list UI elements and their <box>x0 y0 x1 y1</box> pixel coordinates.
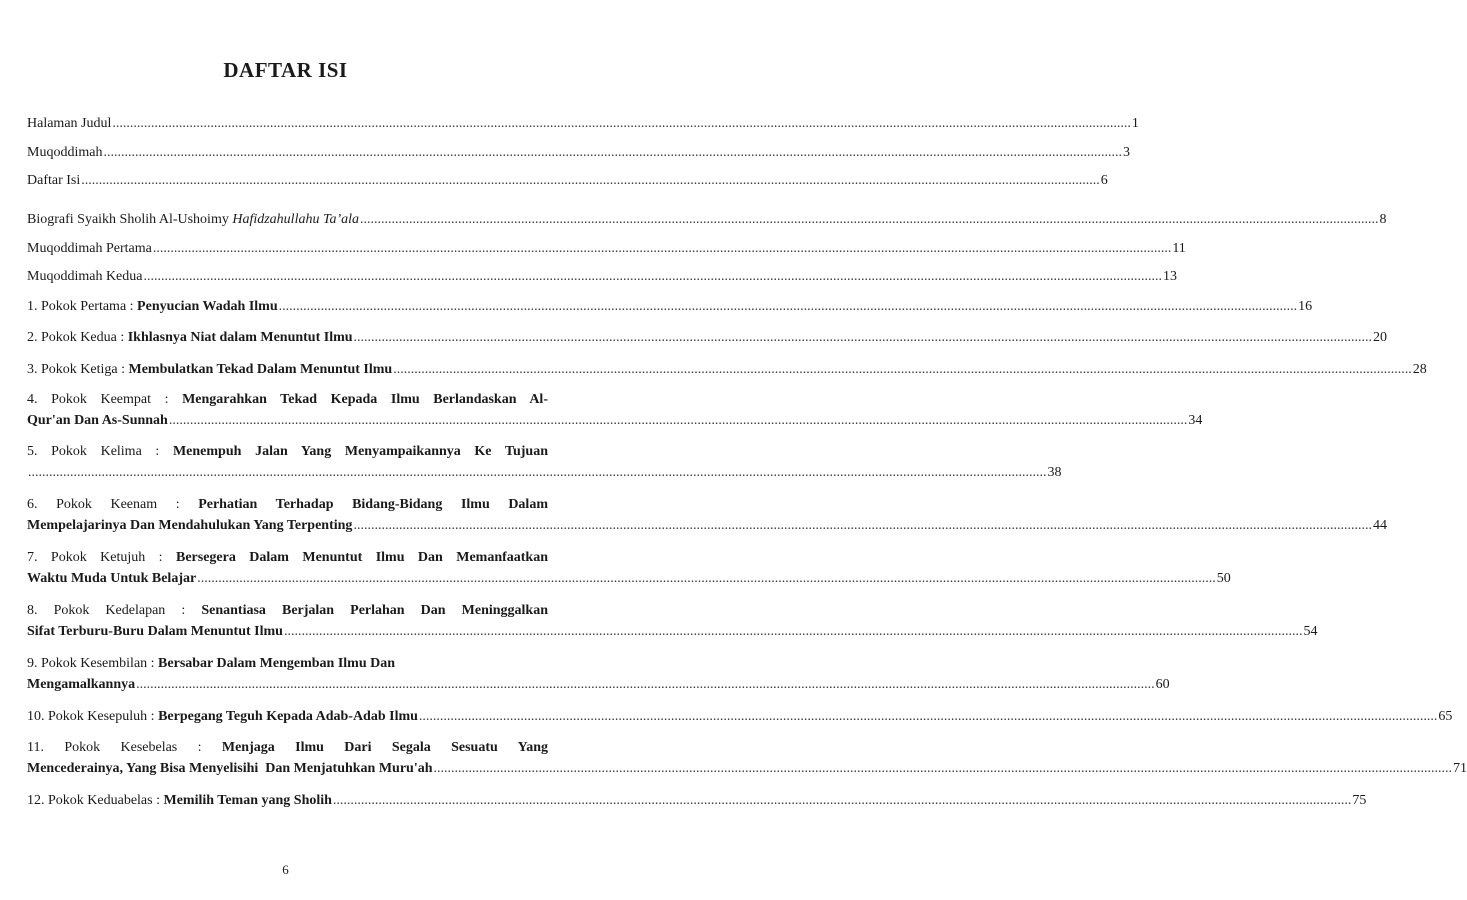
toc-page-number: 28 <box>1412 362 1427 377</box>
toc-page-number: 65 <box>1438 709 1453 724</box>
toc-entry[interactable] <box>27 296 1313 317</box>
toc-entry[interactable] <box>27 547 1231 589</box>
toc-entry[interactable] <box>27 737 1467 779</box>
toc-entry[interactable] <box>27 359 1427 380</box>
toc-page-number: 50 <box>1216 571 1231 586</box>
toc-page-number: 11 <box>1172 241 1186 256</box>
toc-entry-label: 4. Pokok Keempat : <box>27 392 183 407</box>
toc-entry-label: 10. Pokok Kesepuluh : <box>27 709 159 724</box>
toc-entry-title: Mengarahkan Tekad Kepada Ilmu Berlandaskan Al- <box>182 392 548 407</box>
toc-entry-title-continued: Sifat Terburu-Buru Dalam Menuntut Ilmu <box>27 624 283 639</box>
toc-entry-label: Halaman Judul <box>27 116 112 131</box>
toc-entry[interactable] <box>27 653 1170 695</box>
page-title: DAFTAR ISI <box>223 58 348 82</box>
toc-page-number: 34 <box>1188 413 1203 428</box>
toc-entry-label: Biografi Syaikh Sholih Al-Ushoimy <box>27 212 233 227</box>
dot-leader <box>136 674 1155 695</box>
toc-page-number: 71 <box>1453 761 1467 776</box>
dot-leader <box>284 621 1303 642</box>
dot-leader <box>103 142 1122 163</box>
toc-page-number: 44 <box>1372 518 1387 533</box>
toc-entry[interactable] <box>27 266 1177 287</box>
toc-entry-title: Ikhlasnya Niat dalam Menuntut Ilmu <box>127 330 353 345</box>
toc-entry-title: Bersegera Dalam Menuntut Ilmu Dan Memanfaatkan <box>176 550 549 565</box>
toc-page-number: 38 <box>1047 465 1062 480</box>
dot-leader <box>360 209 1379 230</box>
dot-leader <box>333 790 1352 811</box>
dot-leader <box>81 170 1100 191</box>
toc-page-number: 8 <box>1379 212 1387 227</box>
dot-leader <box>112 113 1131 134</box>
toc-entry-label: Muqoddimah Kedua <box>27 269 143 284</box>
toc-entry-title: Memilih Teman yang Sholih <box>163 793 332 808</box>
page-number: 6 <box>282 862 289 877</box>
toc-entry-title: Menjaga Ilmu Dari Segala Sesuatu Yang <box>221 740 548 755</box>
toc-entry-title: Senantiasa Berjalan Perlahan Dan Meninggalkan <box>201 603 548 618</box>
toc-page-number: 60 <box>1155 677 1170 692</box>
toc-page-number: 54 <box>1303 624 1318 639</box>
dot-leader <box>354 327 1373 348</box>
toc-page-number: 20 <box>1373 330 1388 345</box>
toc-entry[interactable] <box>27 389 1203 431</box>
toc-entry-label: 9. Pokok Kesembilan : <box>27 656 159 671</box>
toc-entry-title-continued: Mempelajarinya Dan Mendahulukan Yang Terpenting <box>27 518 353 533</box>
toc-entry-label: 6. Pokok Keenam : <box>27 497 199 512</box>
dot-leader <box>28 462 1047 483</box>
toc-entry-title: Bersabar Dalam Mengemban Ilmu Dan <box>158 656 396 671</box>
toc-entry[interactable] <box>27 238 1186 259</box>
toc-entry[interactable] <box>27 170 1108 191</box>
dot-leader <box>143 266 1162 287</box>
dot-leader <box>393 359 1412 380</box>
toc-entry-label: Muqoddimah Pertama <box>27 241 152 256</box>
toc-entry-title: Penyucian Wadah Ilmu <box>137 299 278 314</box>
toc-page-number: 3 <box>1122 145 1130 160</box>
toc-entry[interactable] <box>27 790 1367 811</box>
toc-page-number: 1 <box>1131 116 1139 131</box>
toc-entry-title-continued: Qur'an Dan As-Sunnah <box>27 413 168 428</box>
toc-entry[interactable] <box>27 327 1388 348</box>
toc-entry[interactable] <box>27 441 1062 483</box>
dot-leader <box>353 515 1372 536</box>
toc-entry[interactable] <box>27 600 1318 642</box>
toc-entry-label: 1. Pokok Pertama : <box>27 299 138 314</box>
toc-page-number: 6 <box>1100 173 1108 188</box>
toc-entry-label: 8. Pokok Kedelapan : <box>27 603 202 618</box>
dot-leader <box>153 238 1172 259</box>
toc-entry-label: 3. Pokok Ketiga : <box>27 362 129 377</box>
dot-leader <box>419 706 1438 727</box>
toc-entry-title: Membulatkan Tekad Dalam Menuntut Ilmu <box>128 362 393 377</box>
toc-entry-title: Berpegang Teguh Kepada Adab-Adab Ilmu <box>158 709 418 724</box>
toc-entry-label: Muqoddimah <box>27 145 103 160</box>
toc-entry-label: 11. Pokok Kesebelas : <box>27 740 222 755</box>
toc-entry[interactable] <box>27 209 1387 230</box>
dot-leader <box>279 296 1298 317</box>
toc-entry-honorific: Hafidzahullahu Ta’ala <box>232 212 360 227</box>
toc-entry-label: 5. Pokok Kelima : <box>27 444 173 459</box>
dot-leader <box>197 568 1216 589</box>
toc-entry-label: 2. Pokok Kedua : <box>27 330 128 345</box>
toc-page-number: 75 <box>1352 793 1367 808</box>
toc-page-number: 16 <box>1298 299 1313 314</box>
toc-entry-title: Menempuh Jalan Yang Menyampaikannya Ke Tujuan <box>172 444 548 459</box>
toc-entry-label: 7. Pokok Ketujuh : <box>27 550 176 565</box>
dot-leader <box>169 410 1188 431</box>
toc-page-number: 13 <box>1162 269 1177 284</box>
toc-entry[interactable] <box>27 494 1387 536</box>
dot-leader <box>434 758 1453 779</box>
toc-entry-title-continued: Mencederainya, Yang Bisa Menyelisihi Dan Menjatuhkan Muru'ah <box>27 761 433 776</box>
toc-entry-title-continued: Waktu Muda Untuk Belajar <box>27 571 197 586</box>
toc-entry[interactable] <box>27 113 1139 134</box>
toc-entry-title: Perhatian Terhadap Bidang-Bidang Ilmu Dalam <box>198 497 548 512</box>
toc-entry[interactable] <box>27 706 1453 727</box>
toc-entry-title-continued: Mengamalkannya <box>27 677 136 692</box>
toc-entry[interactable] <box>27 142 1130 163</box>
toc-entry-label: 12. Pokok Keduabelas : <box>27 793 164 808</box>
toc-entry-label: Daftar Isi <box>27 173 81 188</box>
